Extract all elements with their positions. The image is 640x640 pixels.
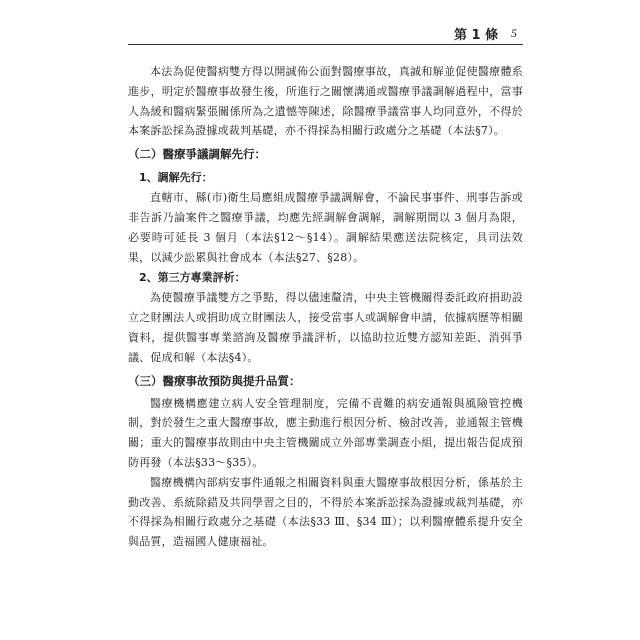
paragraph-third-party-review: 為使醫療爭議雙方之爭點，得以儘速釐清，中央主管機關得委託政府捐助設立之財團法人或捐助成立財團法人，接受當事人或調解會申請，依據病歷等相關資料，提供醫事專業諮詢及醫療爭議評析，以協助拉近雙方認知差距、消弭爭議、促成和解（本法§4）。 xyxy=(128,291,523,364)
paragraph-apology-statement: 本法為促使醫病雙方得以開誠佈公面對醫療事故，真誠和解並促使醫療體系進步，明定於醫療事故發生後，所進行之關懷溝通或醫療爭議調解過程中，當事人為緩和醫病緊張關係所為之遺憾等陳述，除醫療爭議當事人均同意外，不得於本案訴訟採為證據或裁判基礎，亦不得採為相關行政處分之基礎（本法§7）。 xyxy=(128,65,523,138)
subheading-mediation-first: 1、調解先行： xyxy=(139,171,213,185)
header-rule xyxy=(128,44,523,45)
paragraph-patient-safety: 醫療機構應建立病人安全管理制度，完備不責難的病安通報與風險管控機制，對於發生之重大醫療事故，應主動進行根因分析、檢討改善，並通報主管機關；重大的醫療事故則由中央主管機關成立外部專業調查小組，提出報告促成預防再發（本法§33～§35）。 xyxy=(128,396,523,469)
section-heading-mediation-first: （二）醫療爭議調解先行： xyxy=(128,147,266,162)
paragraph-mediation: 直轄市、縣(市)衛生局應組成醫療爭議調解會，不論民事事件、刑事告訴或非告訴乃論案件之醫療爭議，均應先經調解會調解，調解期間以 3 個月為限，必要時可延長 3 個月（本法§12～§14）。調解結果應送法院核定，具司法效果，以減少訟累與社會成本（本法§27、§28）。 xyxy=(128,191,523,264)
running-header-title: 第 1 條 xyxy=(454,28,499,43)
subheading-third-party-review: 2、第三方專業評析： xyxy=(139,271,246,285)
section-heading-prevention-quality: （三）醫療事故預防與提升品質： xyxy=(128,373,301,388)
page-body xyxy=(128,62,523,552)
page-number: 5 xyxy=(511,26,517,40)
paragraph-root-cause-analysis: 醫療機構內部病安事件通報之相關資料與重大醫療事故根因分析，係基於主動改善、系統除錯及共同學習之目的，不得於本案訴訟採為證據或裁判基礎，亦不得採為相關行政處分之基礎（本法§33 Ⅲ、§34 Ⅲ）；以利醫療體系提升安全與品質，造福國人健康福祉。 xyxy=(128,475,523,549)
